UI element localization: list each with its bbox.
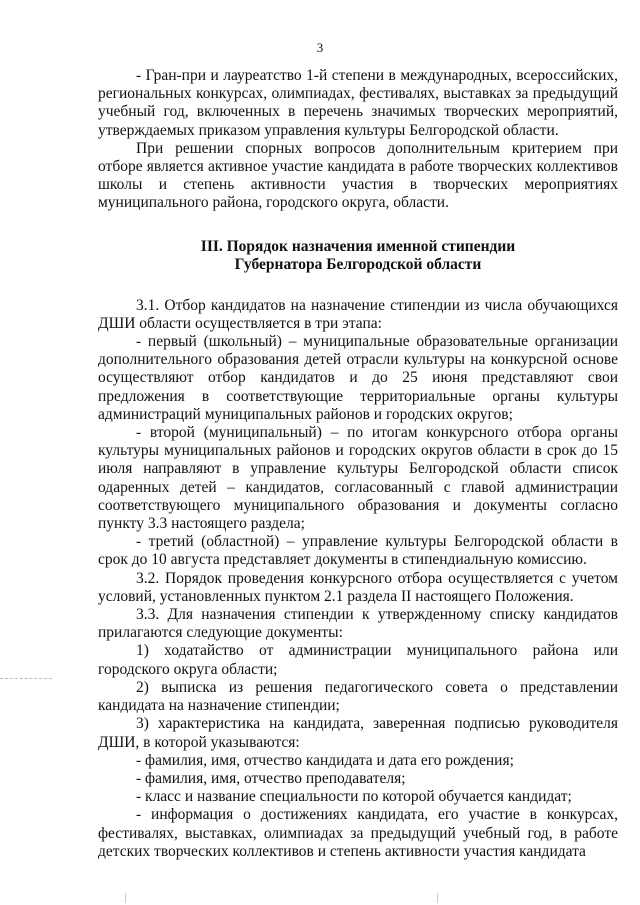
paragraph-doc-2: 2) выписка из решения педагогического совета о представлении кандидата на назначение стипендии;	[98, 678, 618, 715]
page-number: 3	[316, 40, 324, 55]
bottom-edge-mark-right	[437, 893, 438, 903]
paragraph-stage-municipal: - второй (муниципальный) – по итогам конкурсного отбора органы культуры муниципальных районов и городских округов области в срок до 15 июля направляют в управление культуры Белгородской области список одаренных детей – кандидатов, согласованный с главой администрации соответствующего муниципального образования и документы согласно пункту 3.3 настоящего раздела;	[98, 424, 618, 533]
paragraph-item-achievements: - информация о достижениях кандидата, его участие в конкурсах, фестивалях, выставках, олимпиадах за предыдущий учебный год, в работе детских творческих коллективов и степень активности участия кандидата	[98, 806, 618, 860]
paragraph-doc-3: 3) характеристика на кандидата, заверенная подписью руководителя ДШИ, в которой указываются:	[98, 715, 618, 751]
margin-fold-mark	[0, 678, 52, 679]
paragraph-doc-1: 1) ходатайство от администрации муниципального района или городского округа области;	[98, 642, 618, 678]
section-heading-line-2: Губернатора Белгородской области	[234, 256, 482, 274]
paragraph-stage-regional: - третий (областной) – управление культуры Белгородской области в срок до 10 августа представляет документы в стипендиальную комиссию.	[98, 533, 618, 569]
paragraph-grand-prix: - Гран-при и лауреатство 1-й степени в международных, всероссийских, региональных конкурсах, олимпиадах, фестивалях, выставках за предыдущий учебный год, включенных в перечень значимых творческих мероприятий, утверждаемых приказом управления культуры Белгородской области.	[98, 67, 618, 139]
paragraph-item-teacher-name: - фамилия, имя, отчество преподавателя;	[136, 769, 406, 787]
paragraph-item-class: - класс и название специальности по которой обучается кандидат;	[136, 788, 572, 806]
section-heading-line-1: III. Порядок назначения именной стипендии	[200, 237, 516, 255]
bottom-edge-mark-left	[125, 893, 126, 903]
paragraph-3-3: 3.3. Для назначения стипендии к утвержденному списку кандидатов прилагаются следующие документы:	[98, 606, 618, 642]
document-body	[98, 67, 618, 861]
paragraph-stage-school: - первый (школьный) – муниципальные образовательные организации дополнительного образования детей отрасли культуры на конкурсной основе осуществляют отбор кандидатов и до 25 июня представляют свои предложения в соответствующие территориальные органы культуры администраций муниципальных районов и городских округов;	[98, 333, 618, 423]
paragraph-item-candidate-name: - фамилия, имя, отчество кандидата и дата его рождения;	[136, 751, 514, 769]
paragraph-additional-criterion: При решении спорных вопросов дополнительным критерием при отборе является активное участие кандидата в работе творческих коллективов школы и степень активности участия в творческих мероприятиях муниципального района, городского округа, области.	[98, 139, 618, 212]
paragraph-3-2: 3.2. Порядок проведения конкурсного отбора осуществляется с учетом условий, установленных пунктом 2.1 раздела II настоящего Положения.	[98, 569, 618, 605]
section-heading	[98, 238, 618, 275]
paragraph-3-1: 3.1. Отбор кандидатов на назначение стипендии из числа обучающихся ДШИ области осуществляется в три этапа:	[98, 296, 618, 332]
